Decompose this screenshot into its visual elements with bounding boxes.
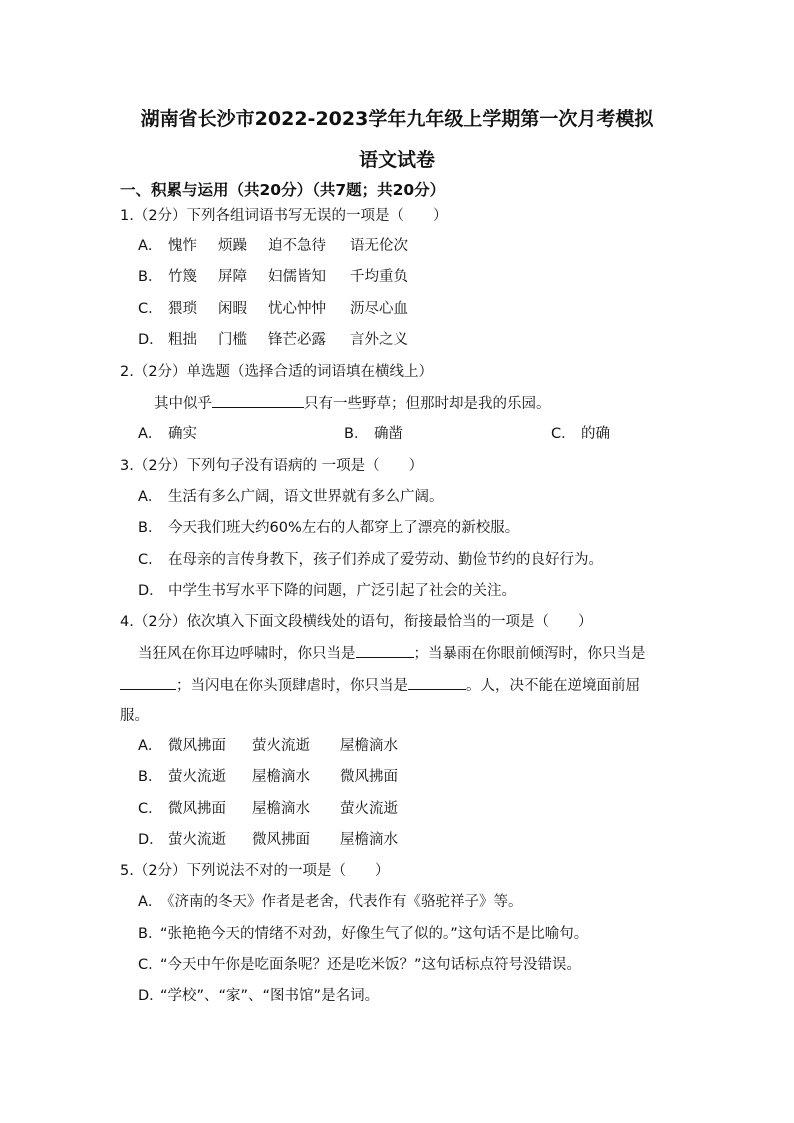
option-word: 粗拙 [168, 332, 197, 348]
option-label: B． [138, 520, 163, 536]
option-word: 竹篾 [168, 269, 197, 285]
question-3-option-d [138, 581, 516, 601]
option-text: 确凿 [374, 426, 403, 442]
passage-text: ；当暴雨在你眼前倾泻时，你只当是 [413, 646, 646, 662]
question-5-option-c [138, 955, 581, 975]
option-word: 萤火流逝 [168, 769, 226, 785]
question-3-option-b [138, 518, 519, 538]
passage-text: 。人，决不能在逆境面前屈 [466, 678, 640, 694]
question-2-option-c [551, 424, 610, 444]
option-text: “张艳艳今天的情绪不对劲，好像生气了似的。”这句话不是比喻句。 [160, 926, 589, 942]
option-label: A． [138, 894, 163, 910]
question-4-stem: 4.（2分）依次填入下面文段横线处的语句，衔接最恰当的一项是（ ） [120, 614, 593, 630]
option-word: 萤火流逝 [168, 832, 226, 848]
option-word: 微风拂面 [340, 769, 398, 785]
option-text: “学校”、“家”、“图书馆”是名词。 [160, 988, 380, 1004]
option-text: 今天我们班大约60%左右的人都穿上了漂亮的新校服。 [168, 520, 520, 536]
question-1-option-b [138, 267, 408, 287]
question-5-stem: 5.（2分）下列说法不对的一项是（ ） [120, 863, 390, 879]
option-text: 的确 [581, 426, 610, 442]
question-5-option-d [138, 986, 379, 1006]
option-label: D． [138, 332, 164, 348]
option-text: 确实 [168, 426, 197, 442]
passage-text: ；当闪电在你头顶肆虐时，你只当是 [176, 678, 408, 694]
question-2-stem: 2.（2分）单选题（选择合适的词语填在横线上） [120, 364, 434, 380]
option-word: 门槛 [218, 332, 247, 348]
exam-title-line1: 湖南省长沙市2022-2023学年九年级上学期第一次月考模拟 [140, 108, 654, 130]
option-label: A． [138, 426, 163, 442]
question-3-option-c [138, 550, 603, 570]
option-word: 烦躁 [218, 238, 247, 254]
option-word: 千均重负 [350, 269, 408, 285]
answer-blank [356, 643, 414, 658]
option-word: 微风拂面 [168, 738, 226, 754]
option-word: 屏障 [218, 269, 247, 285]
option-word: 迫不急待 [268, 238, 326, 254]
option-label: A． [138, 238, 163, 254]
option-word: 屋檐滴水 [340, 832, 398, 848]
option-label: A． [138, 489, 163, 505]
question-1-stem: 1.（2分）下列各组词语书写无误的一项是（ ） [120, 208, 448, 224]
question-1-option-c [138, 299, 408, 319]
option-word: 萤火流逝 [252, 738, 310, 754]
question-4-option-c [138, 799, 398, 819]
option-label: C． [138, 957, 163, 973]
option-word: 屋檐滴水 [252, 801, 310, 817]
question-3-stem: 3.（2分）下列句子没有语病的 一项是（ ） [120, 458, 424, 474]
option-word: 愧怍 [168, 238, 197, 254]
option-label: D． [138, 832, 164, 848]
option-word: 屋檐滴水 [340, 738, 398, 754]
option-text: 《济南的冬天》作者是老舍，代表作有《骆驼祥子》等。 [160, 894, 523, 910]
section-heading: 一、积累与运用（共20分）（共7题；共20分） [120, 181, 446, 199]
option-word: 微风拂面 [252, 832, 310, 848]
sentence-after: 只有一些野草；但那时却是我的乐园。 [304, 396, 551, 412]
option-label: B． [138, 269, 163, 285]
option-word: 萤火流逝 [340, 801, 398, 817]
option-text: 在母亲的言传身教下，孩子们养成了爱劳动、勤俭节约的良好行为。 [168, 552, 603, 568]
question-4-passage-line3: 服。 [120, 708, 149, 724]
question-2-option-a [138, 424, 197, 444]
sentence-before: 其中似乎 [154, 396, 212, 412]
option-word: 微风拂面 [168, 801, 226, 817]
option-word: 猥琐 [168, 301, 197, 317]
question-5-option-a [138, 892, 523, 912]
question-1-option-d [138, 330, 408, 350]
question-4-option-d [138, 830, 398, 850]
option-label: B． [344, 426, 369, 442]
question-4-passage-line1 [138, 643, 646, 664]
option-word: 沥尽心血 [350, 301, 408, 317]
question-4-option-a [138, 736, 398, 756]
question-2-option-b [344, 424, 403, 444]
option-label: B． [138, 769, 163, 785]
option-label: C． [551, 426, 576, 442]
option-word: 语无伦次 [350, 238, 408, 254]
question-5-option-b [138, 924, 588, 944]
option-text: “今天中午你是吃面条呢？还是吃米饭？”这句话标点符号没错误。 [160, 957, 582, 973]
option-label: C． [138, 552, 163, 568]
option-label: C． [138, 801, 163, 817]
option-word: 言外之义 [350, 332, 408, 348]
option-word: 锋芒必露 [268, 332, 326, 348]
option-label: D． [138, 583, 164, 599]
option-label: A． [138, 738, 163, 754]
question-2-sentence [154, 393, 551, 414]
option-word: 忧心忡忡 [268, 301, 326, 317]
option-label: B． [138, 926, 163, 942]
option-word: 闲暇 [218, 301, 247, 317]
question-4-passage-line2 [120, 675, 640, 696]
exam-title-line2: 语文试卷 [358, 149, 435, 171]
answer-blank [120, 675, 176, 690]
answer-blank [212, 393, 304, 408]
option-text: 生活有多么广阔，语文世界就有多么广阔。 [168, 489, 444, 505]
answer-blank [408, 675, 466, 690]
option-label: D． [138, 988, 164, 1004]
question-1-option-a [138, 236, 408, 256]
question-3-option-a [138, 487, 444, 507]
option-text: 中学生书写水平下降的问题，广泛引起了社会的关注。 [168, 583, 516, 599]
passage-text: 当狂风在你耳边呼啸时，你只当是 [138, 646, 356, 662]
option-label: C． [138, 301, 163, 317]
question-4-option-b [138, 767, 398, 787]
option-word: 屋檐滴水 [252, 769, 310, 785]
option-word: 妇儒皆知 [268, 269, 326, 285]
